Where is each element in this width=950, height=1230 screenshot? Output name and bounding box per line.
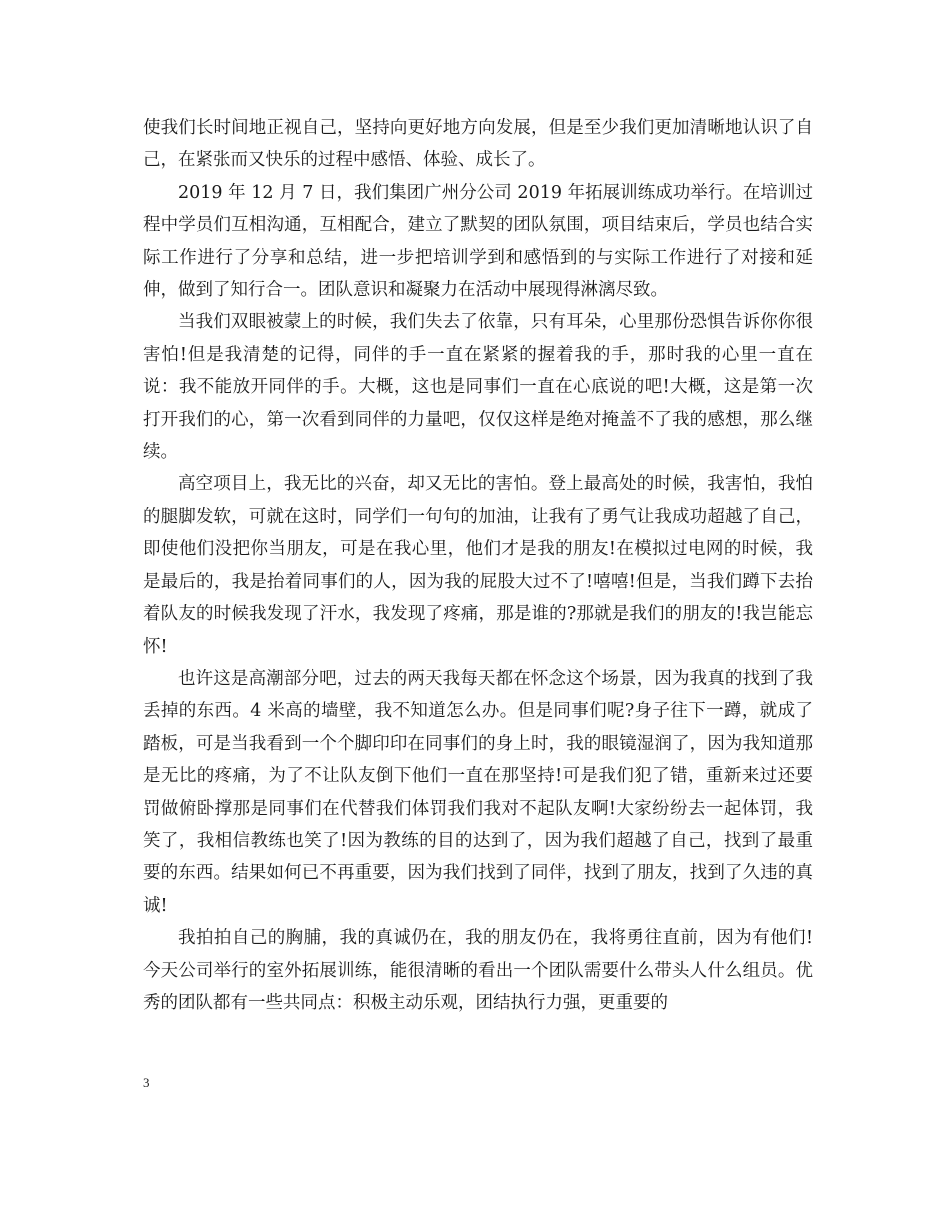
paragraph-wall-climb: 也许这是高潮部分吧，过去的两天我每天都在怀念这个场景，因为我真的找到了我丢掉的东西。4 米高的墙壁，我不知道怎么办。但是同事们呢?身子往下一蹲，就成了踏板，可是当我看到一个个脚印印在同事们的身上时，我的眼镜湿润了，因为我知道那是无比的疼痛，为了不让队友倒下他们一直在那坚持!可是我们犯了错，重新来过还要罚做俯卧撑那是同事们在代替我们体罚我们我对不起队友啊!大家纷纷去一起体罚，我笑了，我相信教练也笑了!因为教练的目的达到了，因为我们超越了自己，找到了最重要的东西。结果如何已不再重要，因为我们找到了同伴，找到了朋友，找到了久违的真诚! <box>143 668 813 916</box>
paragraph-continued: 使我们长时间地正视自己，坚持向更好地方向发展，但是至少我们更加清晰地认识了自己，在紧张而又快乐的过程中感悟、体验、成长了。 <box>143 118 813 171</box>
paragraph-high-altitude: 高空项目上，我无比的兴奋，却又无比的害怕。登上最高处的时候，我害怕，我怕的腿脚发软，可就在这时，同学们一句句的加油，让我有了勇气让我成功超越了自己，即使他们没把你当朋友，可是在我心里，他们才是我的朋友!在模拟过电网的时候，我是最后的，我是抬着同事们的人，因为我的屁股大过不了!嘻嘻!但是，当我们蹲下去抬着队友的时候我发现了汗水，我发现了疼痛，那是谁的?那就是我们的朋友的!我岂能忘怀! <box>143 474 813 657</box>
paragraph-training-event: 2019 年 12 月 7 日，我们集团广州分公司 2019 年拓展训练成功举行。在培训过程中学员们互相沟通，互相配合，建立了默契的团队氛围，项目结束后，学员也结合实际工作进行了分享和总结，进一步把培训学到和感悟到的与实际工作进行了对接和延伸，做到了知行合一。团队意识和凝聚力在活动中展现得淋漓尽致。 <box>143 182 813 301</box>
page-number: 3 <box>143 1075 150 1090</box>
paragraph-conclusion: 我拍拍自己的胸脯，我的真诚仍在，我的朋友仍在，我将勇往直前，因为有他们!今天公司举行的室外拓展训练，能很清晰的看出一个团队需要什么带头人什么组员。优秀的团队都有一些共同点：积极主动乐观，团结执行力强，更重要的 <box>143 928 813 1013</box>
body-text <box>143 112 813 1019</box>
paragraph-blindfold: 当我们双眼被蒙上的时候，我们失去了依靠，只有耳朵，心里那份恐惧告诉你你很害怕!但是我清楚的记得，同伴的手一直在紧紧的握着我的手，那时我的心里一直在说：我不能放开同伴的手。大概，这也是同事们一直在心底说的吧!大概，这是第一次打开我们的心，第一次看到同伴的力量吧，仅仅这样是绝对掩盖不了我的感想，那么继续。 <box>143 312 813 463</box>
